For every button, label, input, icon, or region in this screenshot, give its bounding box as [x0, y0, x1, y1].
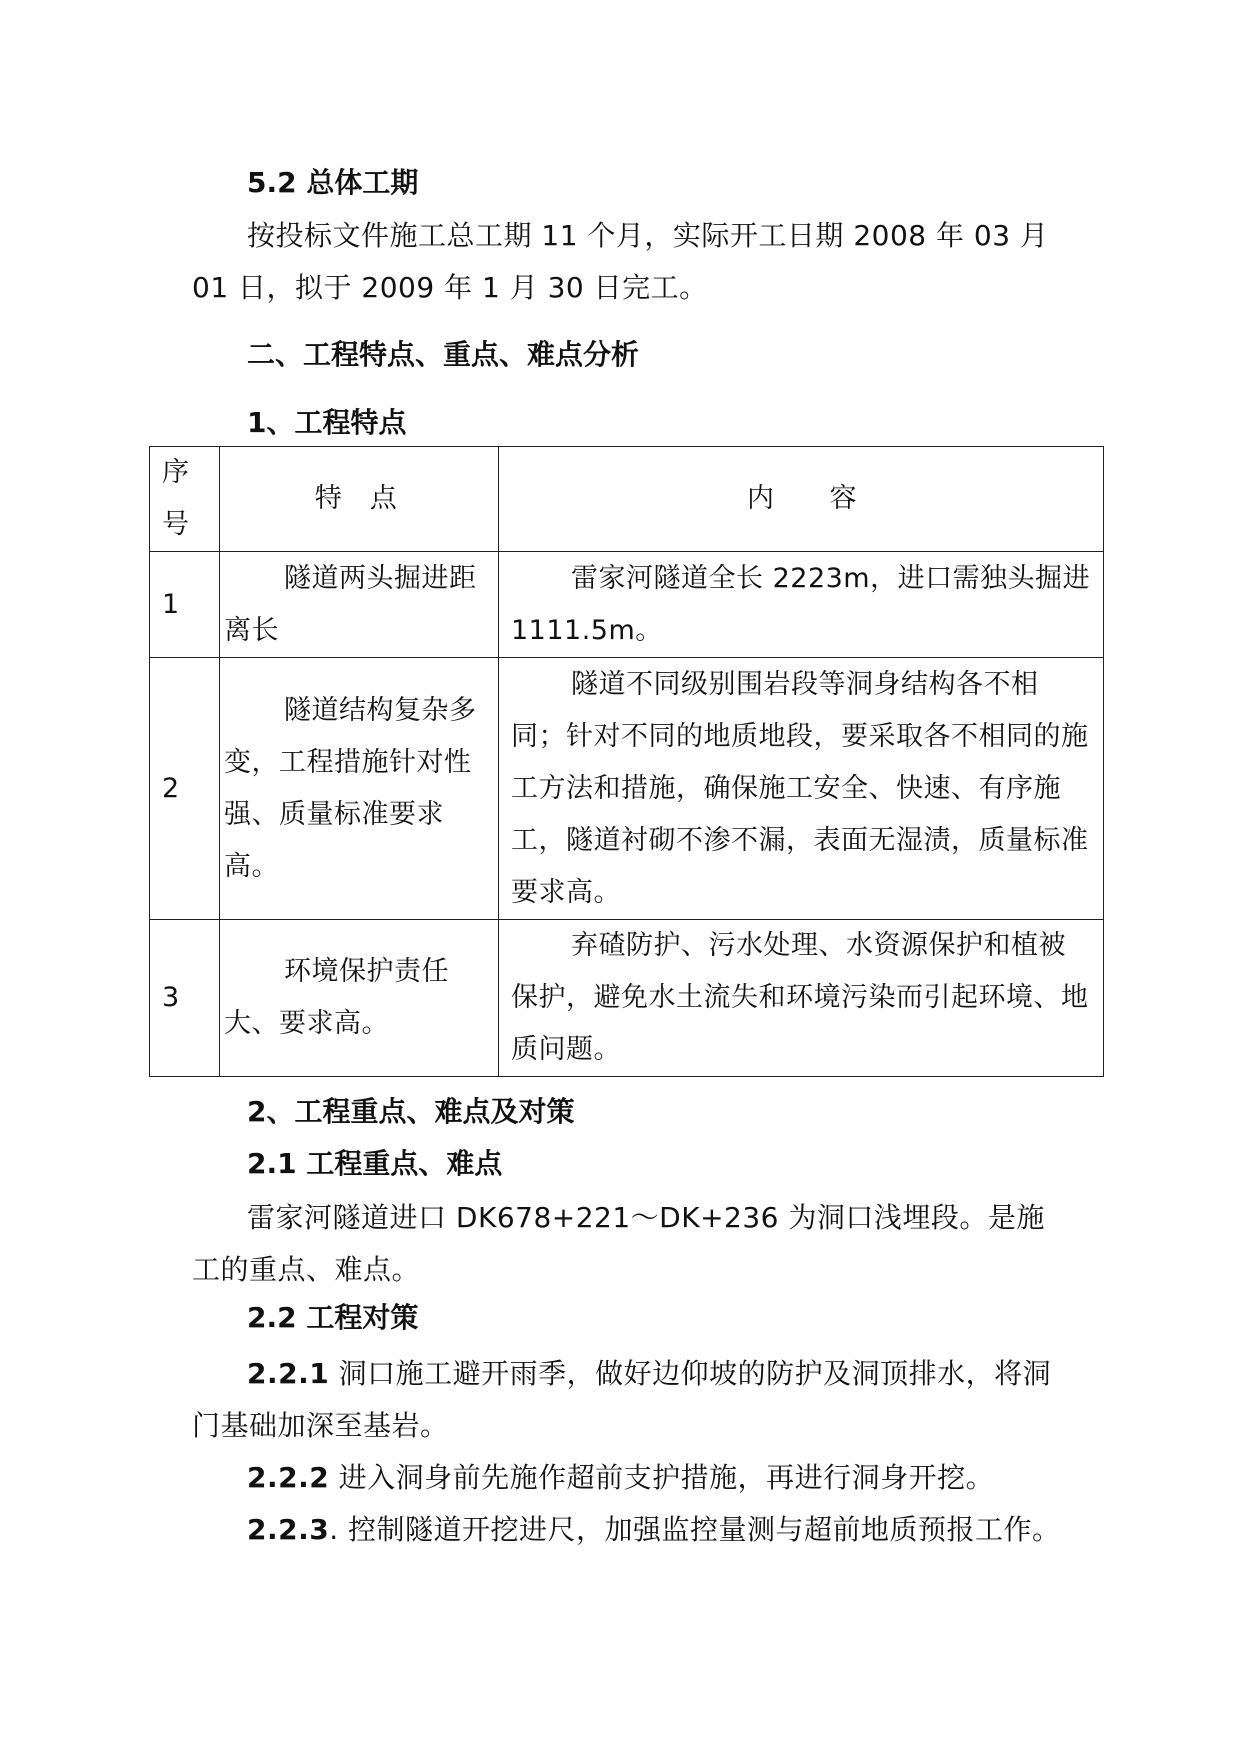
row-feature: 隧道两头掘进距离长: [220, 552, 499, 658]
header-content: 内 容: [499, 447, 1104, 552]
measure-number: 2.2.2: [247, 1461, 330, 1494]
row-content: 雷家河隧道全长 2223m，进口需独头掘进 1111.5m。: [499, 552, 1104, 658]
measure-text: 进入洞身前先施作超前支护措施，再进行洞身开挖。: [329, 1461, 995, 1494]
table-row: [150, 552, 1104, 658]
key-points-heading: 2、工程重点、难点及对策: [247, 1095, 575, 1128]
header-no-line2: 号: [162, 509, 189, 540]
table-row: [150, 920, 1104, 1077]
features-heading: 1、工程特点: [247, 406, 407, 439]
measure-text: 洞口施工避开雨季，做好边仰坡的防护及洞顶排水，将洞门基础加深至基岩。: [192, 1357, 1052, 1442]
section-2-heading: 二、工程特点、重点、难点分析: [247, 338, 640, 371]
row-feature: 隧道结构复杂多变，工程措施针对性强、质量标准要求高。: [220, 658, 499, 920]
measure-item: [192, 1504, 1072, 1556]
table-row: [150, 658, 1104, 920]
features-table: [149, 446, 1104, 1077]
key-points-2-2-heading: 2.2 工程对策: [247, 1301, 419, 1334]
row-no: 1: [150, 552, 220, 658]
row-content: 弃碴防护、污水处理、水资源保护和植被保护，避免水土流失和环境污染而引起环境、地质问题。: [499, 920, 1104, 1077]
row-content: 隧道不同级别围岩段等洞身结构各不相同；针对不同的地质地段，要采取各不相同的施工方法和措施，确保施工安全、快速、有序施工，隧道衬砌不渗不漏，表面无湿渍，质量标准要求高。: [499, 658, 1104, 920]
row-feature: 环境保护责任大、要求高。: [220, 920, 499, 1077]
header-feature: 特 点: [220, 447, 499, 552]
section-5-2-paragraph: 按投标文件施工总工期 11 个月，实际开工日期 2008 年 03 月 01 日，拟于 2009 年 1 月 30 日完工。: [192, 219, 1049, 304]
key-points-2-1-heading: 2.1 工程重点、难点: [247, 1147, 503, 1180]
table-header-row: [150, 447, 1104, 552]
measure-number: 2.2.1: [247, 1357, 330, 1390]
key-points-2-1-paragraph: 雷家河隧道进口 DK678+221～DK+236 为洞口浅埋段。是施工的重点、难点。: [192, 1201, 1045, 1286]
measure-item: [192, 1452, 1072, 1504]
row-no: 2: [150, 658, 220, 920]
row-no: 3: [150, 920, 220, 1077]
section-5-2-heading: 5.2 总体工期: [247, 166, 419, 199]
measure-item: [192, 1348, 1072, 1452]
header-no: [150, 447, 220, 552]
header-no-line1: 序: [162, 457, 189, 488]
measure-text: . 控制隧道开挖进尺，加强监控量测与超前地质预报工作。: [329, 1513, 1061, 1546]
measure-number: 2.2.3: [247, 1513, 330, 1546]
